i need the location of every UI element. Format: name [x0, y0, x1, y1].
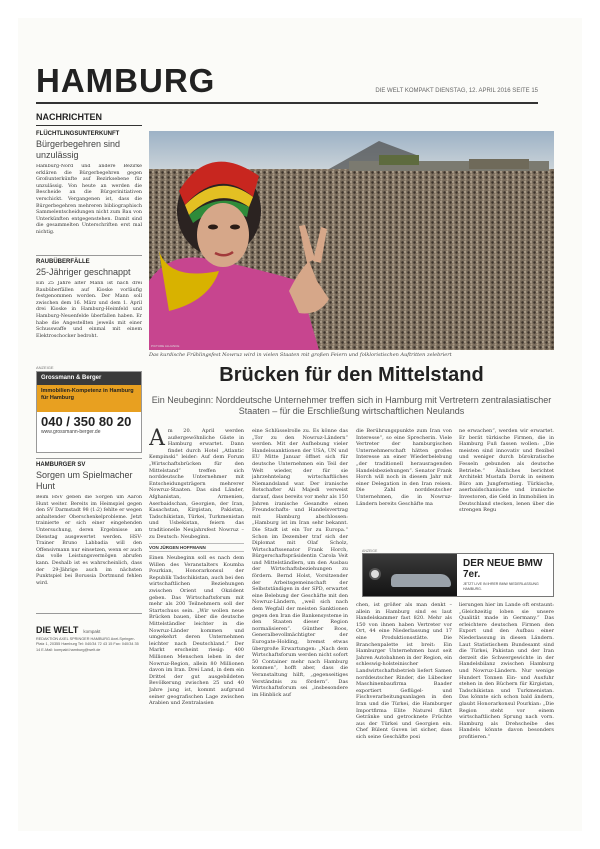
article-column-3-top	[356, 428, 452, 546]
article-text: ne erwachen“, werden wir erwartet. Er berät türkische Firmen, die in Hamburg Fuß fassen wollen: „Die meisten sind innovativ und flexibel und weniger durch bürokratische Fesseln gebunden als deutsche Betriebe.“ Ähnliches berichtet Architekt Mustafa Doruk in seinem Büro am Jungfernstieg. Türkische, aserbaidschanische und iranische Investoren, die Geld in Immobilien in Deutschland stecken, lenen über die strengen Regu	[459, 428, 554, 514]
news-kicker: HAMBURGER SV	[36, 462, 86, 468]
article-column-2	[252, 428, 348, 824]
article-headline: Brücken für den Mittelstand	[219, 364, 484, 386]
ad-label: ANZEIGE	[362, 549, 378, 553]
divider	[36, 255, 142, 256]
bmw-ad-image	[363, 554, 457, 597]
article-column-4-bottom	[459, 602, 554, 824]
car-icon	[391, 574, 451, 587]
ad-url: www.grossmann-berger.de	[41, 429, 101, 435]
article-text: m 20. April werden außergewöhnliche Gäste in Hamburg erwartet. Dann findet durch Hotel „Atlantic Kempinski“ leider: Auf dem Forum „Wirtschaftsbrücken für den Mittelstand“ treffen sich norddeutsche Unternehmer mit Entscheidungsträgern mehrerer Nowruz-Staaten. Das sind Länder, Afghanistan, Armenien, Aserbaidschan, Georgien, der Iran, Kasachstan, Kirgistan, Pakistan, Tadschikistan, Türkei, Turkmenistan und Usbekistan, feiern das traditionelle Neujahrsfest Nowruz – zu Deutsch: Neubeginn.	[149, 428, 244, 540]
imprint-text: REDAKTION AXEL SPRINGER HAMBURG Axel-Springer-Platz 1, 20355 Hamburg Tel: 040/34 72 43 15 Fax: 040/34 35 14 E-Mail: kompakt.hamburg@welt.de	[36, 637, 139, 652]
byline: VON JÜRGEN HOFFMANN	[149, 543, 244, 552]
ad-phone: 040 / 350 80 20	[41, 414, 132, 429]
news-title: 25-Jähriger geschnappt	[36, 267, 131, 277]
article-text: lierungen hier im Lande oft erstaunt: „Gleichzeitig loben sie unsere Qualität made in Germany.“ Das erleichtere deutschen Firmen den Export und den Aufbau einer Niederlassung in diesen Ländern. Laut Statistischem Bundesamt sind die Türkei, Pakistan und der Iran derzeit die Schwergewichte in der Handelsbilanz zwischen Hamburg und Nowruz-Ländern. Nur wenige Hundert Tonnen Ein- und Ausfuhr stehen in den Büchern für Kirgistan, Tadschikistan und Turkmenistan. Das könnte sich schon bald ändern, glaubt Honorarkonsul Pourkian: „Die Region steht vor einem wirtschaftlichen Sprung nach vorn. Hamburg als Drehscheibe des Handels könnte davon besonders profitieren.“	[459, 602, 554, 740]
news-sidebar	[36, 112, 142, 653]
bmw-ad-title: DER NEUE BMW 7er.	[463, 558, 543, 580]
newspaper-page	[18, 18, 582, 831]
page-title: HAMBURG	[36, 62, 216, 99]
news-body: Beim HSV geben die Sorgen um Aaron Hunt weiter. Bereits im Heimspiel gegen den SV Darmstadt 98 (1:2) fehlte er wegen anhaltender Oberschenkelprobleme. Jetzt trainierte er sich einer eingehenden Untersuchung, deren Ergebnisse am Dienstag ausgewertet werden. HSV-Trainer Bruno Labbadia will den Offensivmann nur einsetzen, wenn er auch das volle Leistungsvermögen abrufen kann. Deshalb ist es wahrscheinlich, dass der 29-Jährige auch im nächsten Punktspiel bei Borussia Dortmund fehlen wird.	[36, 495, 142, 586]
news-body: Hamburg-Nord und andere Bezirke erklären die Bürgerbegehren gegen Großunterkünfte auf Bezirksebene für unzulässig. Von heute an werden die Bescheide an die Bürgerinitiativen verschickt. Vergangenen ist, dass die Bürgerbegehren mehreren bibliographisch Sammelentscheidungen nicht zum Bau von Unterkünften entgegenstehen. Damit sind die gesammelten Unterschriften erst mal nichtig.	[36, 164, 142, 235]
news-kicker: FLÜCHTLINGSUNTERKUNFT	[36, 131, 120, 137]
divider	[36, 458, 142, 459]
bmw-ad-subtitle: JETZT LIVE IN IHRER BMW NIEDERLASSUNG HAMBURG.	[463, 582, 539, 591]
news-body: Ein 25 Jahre alter Mann ist nach drei Raubüberfällen auf Kioske vorläufig festgenommen worden. Der Mann soll zwischen dem 16. März und dem 1. April drei Kioske in Hamburg-Heimfeld und Hamburg-Neuenfelde überfallen haben. Er habe die Angestellten jeweils mit einer Schusswaffe und einmal mit einem Elektroschocker bedroht.	[36, 281, 142, 339]
svg-text:PICTURE ALLIANCE: PICTURE ALLIANCE	[151, 344, 180, 348]
article-column-3-bottom	[356, 602, 452, 824]
article-column-4-top	[459, 428, 554, 546]
article-deck: Ein Neubeginn: Norddeutsche Unternehmer treffen sich in Hamburg mit Vertretern zentralasiatischer Staaten – für die Erschließung wirtschaftlichen Neulands	[151, 395, 552, 416]
grossmann-berger-ad[interactable]	[36, 371, 142, 453]
article-text: eine Schlüsselrolle zu. Es könne das „Tor zu den Nowruz-Ländern“ werden. Mit der Aufhebung vieler Handelssanktionen der USA, UN und EU Mitte Januar öffnet sich für deutsche Unternehmen ein Teil der Welt wieder, der für sie jahrzehntelang wirtschaftliches Niemandsland war. Der iranische Botschafter Ali Majedi verweist darauf, dass bereits vor mehr als 150 Jahren iranische Gesandte einen Freundschafts- und Handelsvertrag mit Hamburg abschlossen: „Hamburg ist im Iran sehr bekannt. Die Stadt ist ein Tor zu Europa.“ Schon im Dezember traf sich der Diplomat mit Olaf Scholz, Wirtschaftssenator Frank Horch, Bürgerschaftspräsidentin Carola Veit und Mittelständlern, um den Ausbau der Wirtschaftsbeziehungen zu fördern. Bernd Holst, Vorsitzender der Arbeitsgemeinschaft der Selbstständigen in der SPD, erwartet eine Belebung der Geschäfte mit den Nowruz-Ländern, „weil sich nach dem Wegfall der meisten Sanktionen gegen den Iran die Bankensysteme in den Staaten dieser Region normalisieren“. Günther Boos, Generalbevollmächtigter der Eurogate-Holding, bremst etwas übergroße Erwartungen: „Nach dem Wirtschaftsforum werden nicht sofort 50 Container mehr nach Hamburg kommen“, hofft aber, dass die Veranstaltung hilft, „gegenseitiges Verständnis zu fördern“. Das Wirtschaftsforum sei „insbesondere im Hinblick auf	[252, 428, 348, 698]
logo-text: DIE WELT	[36, 625, 79, 635]
logo-suffix: kompakt	[83, 629, 101, 634]
article-text: chen, ist größer als man denkt – allein in Hamburg sind es laut Handelskammer fast 820. Mehr als 150 von ihnen haben Vertreter vor Ort, 44 eine Niederlassung und 17 eine Produktionsstätte. Die Branchenpalette ist breit: Ein Hamburger Unternehmen baut seit Jahren Autobahnen in der Region, ein schleswig-holsteinischer Landwirtschaftsbetrieb liefert Samen norddeutscher Rinder, die Lübecker Maschinenbaufirma Baader exportiert Geflügel- und Fischverarbeitungsanlagen in den Iran und die Türkei, die Hamburger Importfirma Elite Naturel führt Getränke und getrocknete Früchte aus der Türkei und Georgien ein. Chef Bülent Guven ist sicher, dass sich seine Geschäfte posi	[356, 602, 452, 740]
newspaper-logo	[36, 618, 142, 637]
imprint-box	[36, 613, 142, 653]
ad-label: ANZEIGE	[36, 365, 54, 370]
drop-cap: A	[149, 428, 165, 451]
masthead-rule	[36, 102, 538, 104]
article-column-1	[149, 428, 244, 824]
article-text: die Berührungspunkte zum Iran von Interesse“, so eine Sprecherin. Viele Vertreter der hamburgischen Unternehmerschaft hätten großes Interesse an einer Wiederbelebung „der traditionell herausragenden Handelsbeziehungen“. Senator Frank Horch will noch in diesem Jahr mit einer Delegation in den Iran reisen. Die Zahl norddeutscher Unternehmen, die in Nowruz-Ländern bereits Geschäfte ma	[356, 428, 452, 507]
ad-brand: Grossmann & Berger	[37, 372, 141, 385]
sidebar-heading: NACHRICHTEN	[36, 112, 142, 126]
nowruz-crowd-image	[149, 131, 554, 350]
news-title: Sorgen um Spielmacher Hunt	[36, 470, 133, 491]
news-title: Bürgerbegehren sind unzulässig	[36, 139, 121, 160]
ad-tagline: Immobilien-Kompetenz in Hamburg für Hamburg	[37, 385, 141, 412]
issue-info: DIE WELT KOMPAKT DIENSTAG, 12. APRIL 2016 SEITE 15	[375, 88, 538, 94]
hero-photo	[149, 131, 554, 350]
news-kicker: RAUBÜBERFÄLLE	[36, 259, 90, 265]
bmw-logo-icon	[369, 568, 381, 580]
bmw-ad[interactable]	[362, 553, 554, 597]
photo-caption: Das kurdische Frühlingsfest Nowruz wird in vielen Staaten mit großen Feiern und folkloristischen Auftritten zelebriert	[149, 352, 452, 358]
article-text: Einen Neubeginn soll es nach dem Willen des Veranstalters Koumba Pourkian, Honorarkonsul der Republik Tadschikistan, auch bei den wirtschaftlichen Beziehungen zwischen Orient und Okzident geben. Das Wirtschaftsforum mit mehr als 200 Teilnehmern soll der Startschuss sein. „Wir wollen neue Brücken bauen, über die deutsche Mittelständler leichter in die Nowruz-Länder kommen und umgekehrt deren Unternehmen leichter nach Deutschland.“ Der Markt erscheint riesig: 400 Millionen Menschen leben in der Nowruz-Region, allein 80 Millionen davon im Iran. Drei Land, in dem ein Drittel der gut ausgebildeten Bevölkerung zwischen 25 und 40 Jahre jung ist, kommt aufgrund seiner geografischen Lage zwischen Arabien und Zentralasien	[149, 555, 244, 707]
